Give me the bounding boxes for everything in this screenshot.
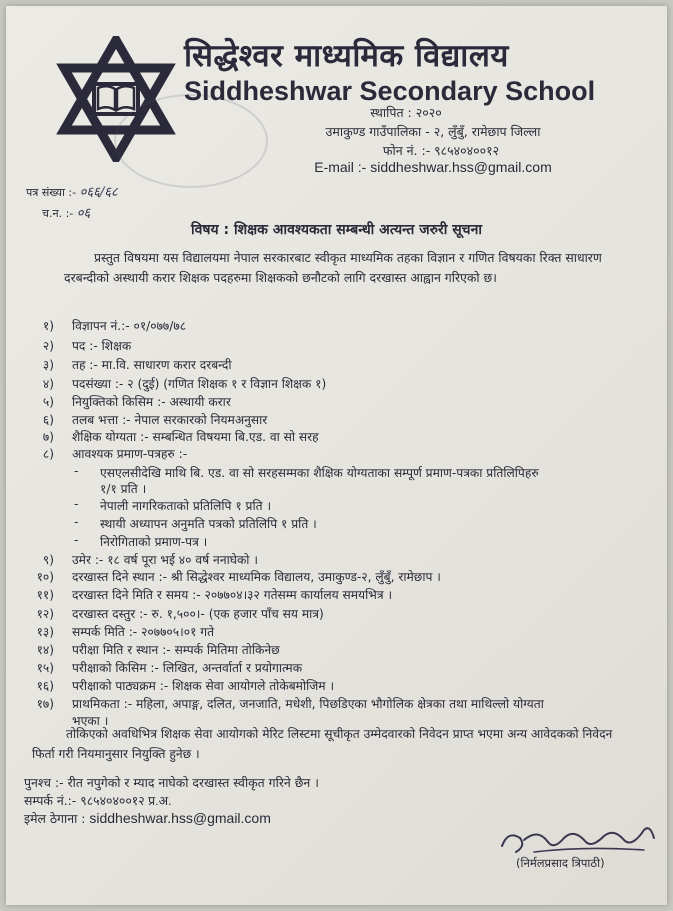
notice-subject: विषय : शिक्षक आवश्यकता सम्बन्धी अत्यन्त जरुरी सूचना xyxy=(191,222,482,238)
email-value: siddheshwar.hss@gmail.com xyxy=(89,810,271,826)
postscript: पुनश्च :- रीत नपुगेको र म्याद नाघेको दरखास्त स्वीकृत गरिने छैन । xyxy=(24,775,319,790)
signer-name: (निर्मलप्रसाद त्रिपाठी) xyxy=(516,856,605,870)
dispatch-number-label: च.न. :- xyxy=(42,207,74,220)
school-email: E-mail :- siddheshwar.hss@gmail.com xyxy=(314,159,552,175)
intro-paragraph: प्रस्तुत विषयमा यस विद्यालयमा नेपाल सरकारबाट स्वीकृत माध्यमिक तहका विज्ञान र गणित विषयका रिक्त साधारण दरबन्दीको अस्थायी करार शिक्षक पदहरुमा शिक्षकको छनौटको लागि दरखास्त आह्वान गरिएको छ। xyxy=(64,250,602,285)
school-phone: फोन नं. :- ९८५४०४००१२ xyxy=(382,143,500,158)
email-label: इमेल ठेगाना : xyxy=(24,811,86,826)
letter-number-value: ०६६/६८ xyxy=(79,185,118,200)
dispatch-number xyxy=(42,203,90,221)
established-year: स्थापित : २०२० xyxy=(370,105,442,120)
contact-line xyxy=(24,792,172,809)
school-name-nepali: सिद्धेश्वर माध्यमिक विद्यालय xyxy=(184,38,509,74)
contact-label: सम्पर्क नं.:- xyxy=(24,793,77,808)
school-address: उमाकुण्ड गाउँपालिका - २, लुँबुँ, रामेछाप जिल्ला xyxy=(325,124,541,139)
letter-number xyxy=(26,182,118,200)
school-name-english: Siddheshwar Secondary School xyxy=(184,76,596,106)
email-line xyxy=(24,810,271,827)
certificate-item-continued: १/१ प्रति । xyxy=(100,482,147,496)
faint-stamp xyxy=(114,94,268,188)
letter-number-label: पत्र संख्या :- xyxy=(26,186,77,199)
closing-paragraph: तोकिएको अवधिभित्र शिक्षक सेवा आयोगको मेरिट लिस्टमा सूचीकृत उम्मेदवारको निवेदन प्राप्त भएमा अन्य आवेदकको निवेदन फिर्ता गरी नियमानुसार नियुक्ति हुनेछ । xyxy=(32,727,613,761)
contact-value: ९८५४०४००१२ प्र.अ. xyxy=(80,794,172,808)
notice-page: सिद्धेश्वर माध्यमिक विद्यालय Siddheshwar Secondary School स्थापित : २०२० उमाकुण्ड गाउँपालिका - २, लुँबुँ, रामेछाप जिल्ला फोन नं. :- ९८५४०४००१२ E-mail :- siddheshwar.hss@gmail.com पत्र संख्या :- ०६६/६८ च.न. :- ०६ विषय : शिक्षक आवश्यकता सम्बन्धी अत्यन्त जरुरी सूचना प्रस्तुत विषयमा यस विद्यालयमा नेपाल सरकारबाट स्वीकृत माध्यमिक तहका विज्ञान र गणित विषयका रिक्त साधारण दरबन्दीको अस्थायी करार शिक्षक पदहरुमा शिक्षकको छनौटको लागि दरखास्त आह्वान गरिएको छ। १) विज्ञापन नं.:- ०१/०७७/७८ २) पद :- शिक्षक ३) तह :- मा.वि. साधारण करार दरबन्दी ४) पदसंख्या :- २ (दुई) (गणित शिक्षक १ र विज्ञान शिक्षक १) ५) नियुक्तिको किसिम :- अस्थायी करार ६) तलब भत्ता :- नेपाल सरकारको नियमअनुसार ७) शैक्षिक योग्यता :- सम्बन्धित विषयमा बि.एड. वा सो सरह ८) आवश्यक प्रमाण-पत्रहरु :- - एसएलसीदेखि माथि बि. एड. वा सो सरहसम्मका शैक्षिक योग्यताका सम्पूर्ण प्रमाण-पत्रका प्रतिलिपिहरु १/१ प्रति । - नेपाली नागरिकताको प्रतिलिपि १ प्रति । - स्थायी अध्यापन अनुमति पत्रको प्रतिलिपि १ प्रति । - निरोगिताको प्रमाण-पत्र । ९) उमेर :- १८ वर्ष पूरा भई ४० वर्ष ननाघेको । १०) दरखास्त दिने स्थान :- श्री सिद्धेश्वर माध्यमिक विद्यालय, उमाकुण्ड-२, लुँबुँ, रामेछाप । ११) दरखास्त दिने मिति र समय :- २०७७०४।३२ गतेसम्म कार्यालय समयभित्र । १२) दरखास्त दस्तुर :- रु. १,५००।- (एक हजार पाँच सय मात्र) १३) सम्पर्क मिति :- २०७७०५।०१ गते १४) परीक्षा मिति र स्थान :- सम्पर्क मितिमा तोकिनेछ १५) परीक्षाको किसिम :- लिखित, अन्तर्वार्ता र प्रयोगात्मक १६) परीक्षाको पाठ्यक्रम :- शिक्षक सेवा आयोगले तोकेबमोजिम । १७) प्राथमिकता :- महिला, अपाङ्ग, दलित, जनजाति, मधेशी, पिछडिएका भौगोलिक क्षेत्रका तथा माथिल्लो योग्यता भएका । तोकिएको अवधिभित्र शिक्षक सेवा आयोगको मेरिट लिस्टमा सूचीकृत उम्मेदवारको निवेदन प्राप्त भएमा अन्य आवेदकको निवेदन फिर्ता गरी नियमानुसार नियुक्ति हुनेछ । पुनश्च :- रीत नपुगेको र म्याद नाघेको दरखास्त स्वीकृत गरिने छैन । सम्पर्क नं.:- ९८५४०४००१२ प्र.अ. इमेल ठेगाना : siddheshwar.hss@gmail.com (निर्मलप्रसाद त्रिपाठी) xyxy=(6,6,667,905)
dispatch-number-value: ०६ xyxy=(76,206,91,221)
